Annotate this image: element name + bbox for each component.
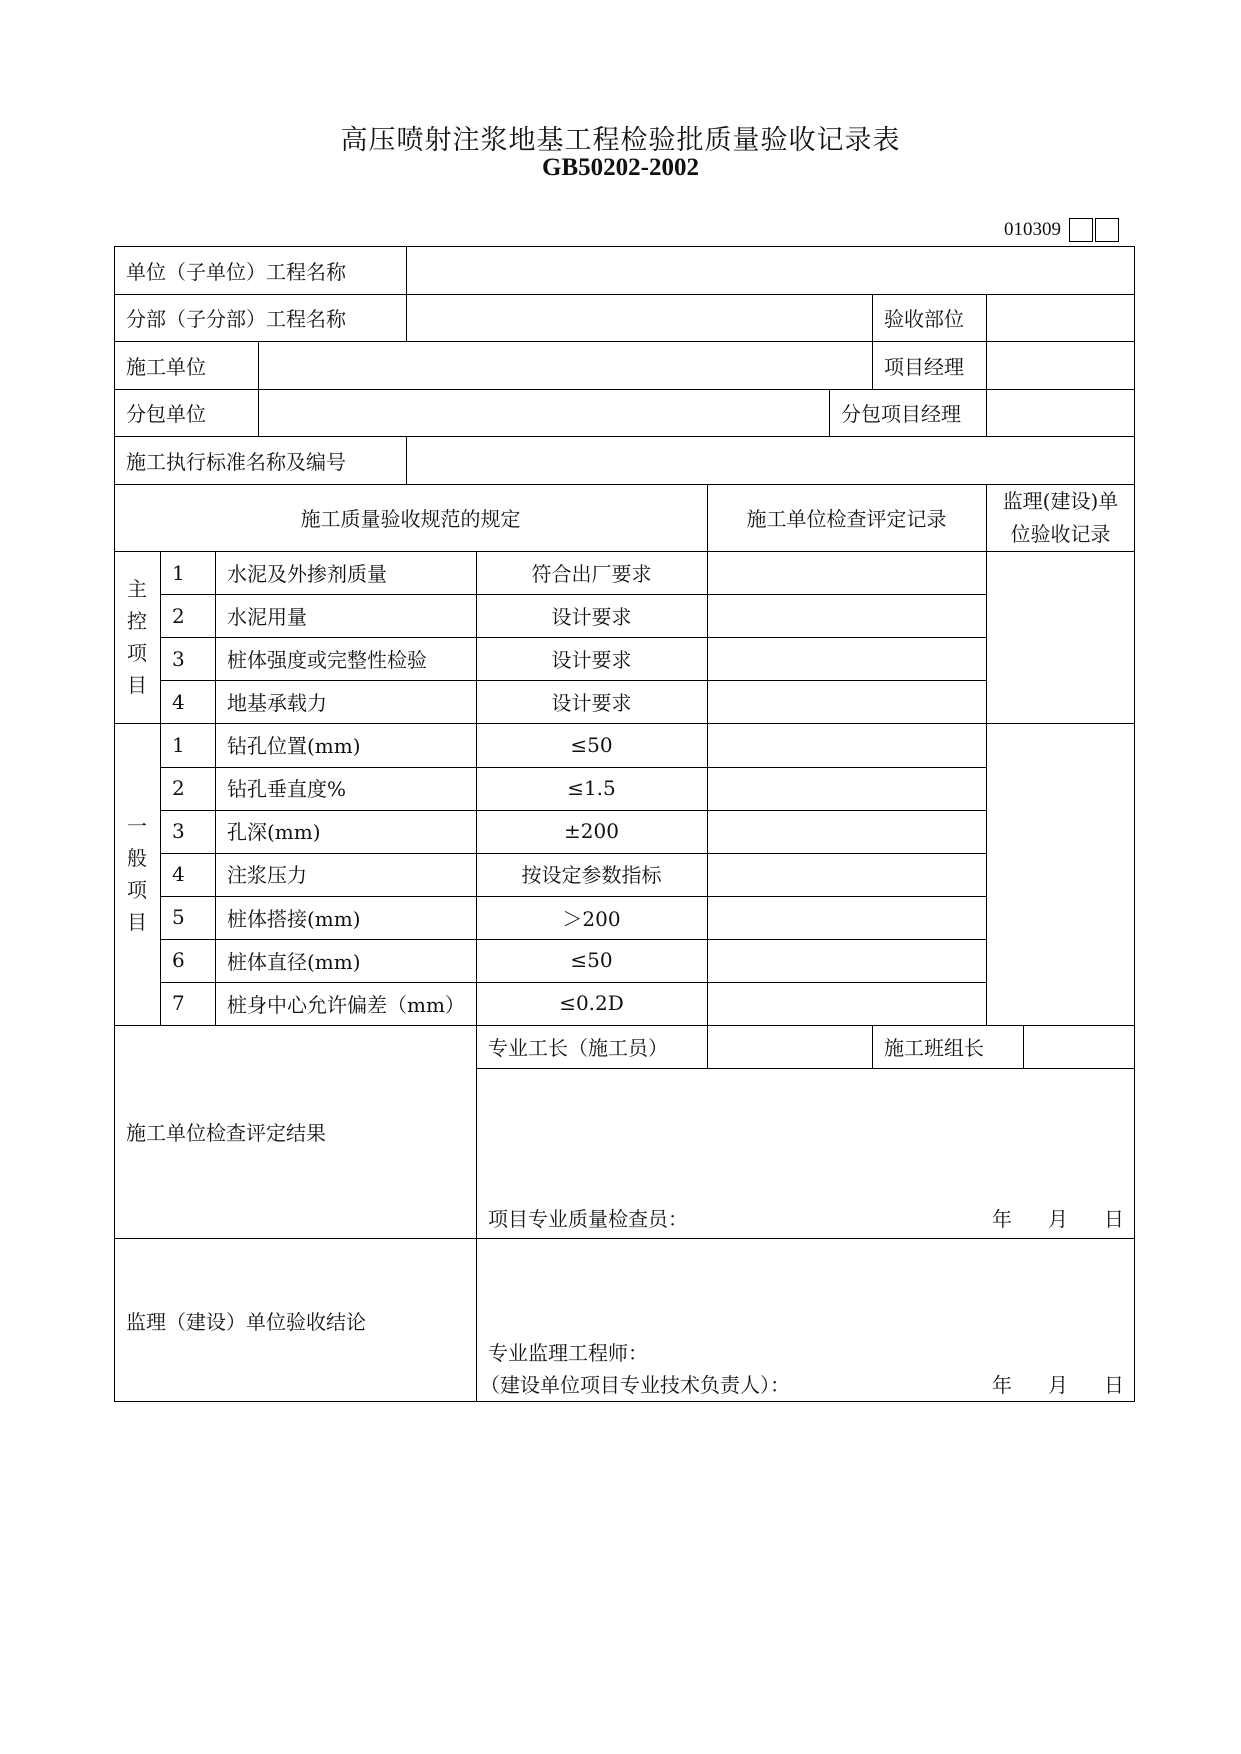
sub-project-manager-label: 分包项目经理 xyxy=(841,402,961,426)
form-code-box-2[interactable] xyxy=(1095,218,1119,242)
item-construction-record[interactable] xyxy=(707,982,986,1025)
item-number: 5 xyxy=(172,905,185,930)
standard-value[interactable] xyxy=(406,436,1135,484)
item-number: 1 xyxy=(172,732,185,757)
item-construction-record[interactable] xyxy=(707,594,986,637)
form-code-row xyxy=(1004,217,1119,243)
subcontract-unit-label: 分包单位 xyxy=(126,402,206,426)
unit-project-label: 单位（子单位）工程名称 xyxy=(126,259,346,284)
acceptance-part-value[interactable] xyxy=(986,294,1135,341)
item-requirement: 符合出厂要求 xyxy=(531,562,652,586)
item-requirement: ≤50 xyxy=(570,732,613,757)
result-month: 月 xyxy=(1048,1206,1068,1231)
engineer-label: 专业监理工程师： xyxy=(488,1340,648,1365)
conclusion-month: 月 xyxy=(1048,1372,1068,1397)
item-construction-record[interactable] xyxy=(707,939,986,982)
team-leader-label: 施工班组长 xyxy=(884,1036,984,1060)
conclusion-label: 监理（建设）单位验收结论 xyxy=(126,1309,366,1334)
item-name: 水泥用量 xyxy=(227,605,307,629)
inspector-label: 项目专业质量检查员： xyxy=(488,1206,688,1231)
conclusion-content[interactable] xyxy=(476,1238,1135,1338)
construction-unit-value[interactable] xyxy=(258,341,872,389)
supervision-record-header-line2: 位验收记录 xyxy=(1010,521,1111,546)
team-leader-value[interactable] xyxy=(1023,1025,1135,1068)
sub-project-manager-value[interactable] xyxy=(986,389,1135,436)
spec-column-header: 施工质量验收规范的规定 xyxy=(300,507,521,531)
result-day: 日 xyxy=(1104,1206,1124,1231)
item-requirement: 设计要求 xyxy=(551,691,632,715)
result-year: 年 xyxy=(992,1206,1012,1231)
item-number: 4 xyxy=(172,861,185,886)
result-label: 施工单位检查评定结果 xyxy=(126,1121,326,1145)
item-name: 钻孔位置(mm) xyxy=(227,734,361,759)
result-content[interactable] xyxy=(476,1068,1135,1198)
item-requirement: ＞200 xyxy=(562,906,621,931)
acceptance-part-label: 验收部位 xyxy=(884,307,964,331)
item-name: 桩体强度或完整性检验 xyxy=(227,648,427,672)
item-construction-record[interactable] xyxy=(707,896,986,939)
item-construction-record[interactable] xyxy=(707,852,986,895)
item-requirement: ≤1.5 xyxy=(567,775,616,800)
foreman-value[interactable] xyxy=(707,1025,872,1068)
item-name: 桩体直径(mm) xyxy=(227,949,361,974)
unit-project-value[interactable] xyxy=(406,246,1135,294)
standard-code: GB50202-2002 xyxy=(542,154,699,181)
item-requirement: 设计要求 xyxy=(551,648,632,672)
construction-record-header: 施工单位检查评定记录 xyxy=(746,507,947,531)
item-requirement: ≤50 xyxy=(570,948,613,973)
item-construction-record[interactable] xyxy=(707,637,986,680)
owner-label: （建设单位项目专业技术负责人）： xyxy=(480,1372,790,1397)
standard-label: 施工执行标准名称及编号 xyxy=(126,449,346,474)
sub-project-label: 分部（子分部）工程名称 xyxy=(126,307,346,331)
item-requirement: ≤0.2D xyxy=(559,991,624,1016)
item-name: 孔深(mm) xyxy=(227,820,321,845)
item-number: 6 xyxy=(172,948,185,973)
item-name: 注浆压力 xyxy=(227,863,307,888)
item-name: 地基承载力 xyxy=(227,691,327,715)
item-construction-record[interactable] xyxy=(707,551,986,594)
project-manager-value[interactable] xyxy=(986,341,1135,389)
page-title: 高压喷射注浆地基工程检验批质量验收记录表 xyxy=(340,125,901,156)
subcontract-unit-value[interactable] xyxy=(258,389,829,436)
item-number: 2 xyxy=(172,603,185,628)
item-construction-record[interactable] xyxy=(707,809,986,852)
item-number: 7 xyxy=(172,991,185,1016)
item-requirement: 按设定参数指标 xyxy=(521,863,662,888)
item-requirement: ±200 xyxy=(564,818,619,843)
project-manager-label: 项目经理 xyxy=(884,354,964,379)
item-name: 水泥及外掺剂质量 xyxy=(227,562,387,586)
form-code-box-1[interactable] xyxy=(1069,218,1093,242)
item-requirement: 设计要求 xyxy=(551,605,632,629)
item-number: 3 xyxy=(172,818,185,843)
item-construction-record[interactable] xyxy=(707,766,986,809)
item-name: 钻孔垂直度% xyxy=(227,777,347,802)
item-number: 2 xyxy=(172,775,185,800)
general-items-group-label: 一 般 项 目 xyxy=(127,814,147,934)
construction-unit-label: 施工单位 xyxy=(126,354,206,379)
main-items-group-label: 主 控 项 目 xyxy=(127,577,147,697)
item-construction-record[interactable] xyxy=(707,723,986,766)
sub-project-value[interactable] xyxy=(406,294,872,341)
supervision-record-header-line1: 监理(建设)单 xyxy=(1002,488,1119,513)
item-name: 桩体搭接(mm) xyxy=(227,906,361,931)
conclusion-year: 年 xyxy=(992,1372,1012,1397)
conclusion-day: 日 xyxy=(1104,1372,1124,1397)
item-name: 桩身中心允许偏差（mm） xyxy=(227,992,465,1017)
form-code: 010309 xyxy=(1004,219,1061,240)
item-number: 4 xyxy=(172,689,185,714)
supervision-record-header xyxy=(986,484,1135,551)
item-construction-record[interactable] xyxy=(707,680,986,723)
foreman-label: 专业工长（施工员） xyxy=(488,1036,668,1060)
item-number: 1 xyxy=(172,560,185,585)
item-number: 3 xyxy=(172,646,185,671)
